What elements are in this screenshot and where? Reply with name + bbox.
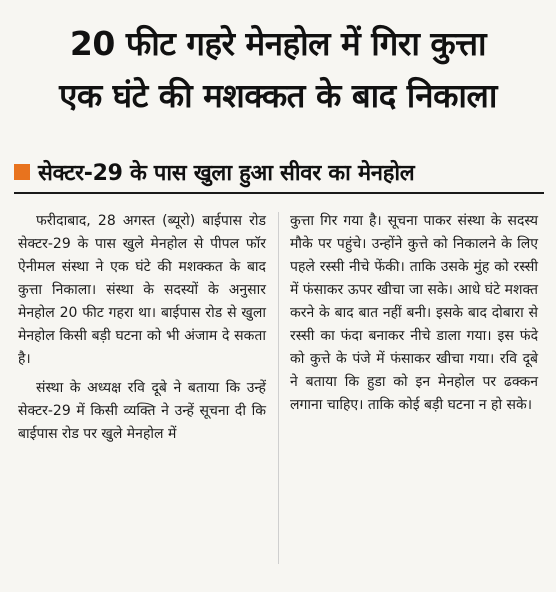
square-bullet-icon <box>14 164 30 180</box>
article-paragraph: कुत्ता गिर गया है। सूचना पाकर संस्था के सदस्य मौके पर पहुंचे। उन्होंने कुत्ते को निकालने के लिए पहले रस्सी नीचे फेंकी। ताकि उसके मुंह को रस्सी में फंसाकर ऊपर खीचा जा सके। आधे घंटे मशक्त करने के बाद बात नहीं बनी। इसके बाद दोबारा से रस्सी का फंदा बनाकर नीचे डाला गया। इस फंदे को कुत्ते के पंजे में फंसाकर खीचा गया। रवि दूबे ने बताया कि हुडा को इन मेनहोल पर ढक्कन लगाना चाहिए। ताकि कोई बड़ी घटना न हो सके। <box>290 213 538 413</box>
article-column-left <box>18 210 266 452</box>
headline-line-1: 20 फीट गहरे मेनहोल में गिरा कुत्ता <box>69 24 487 63</box>
subheadline <box>14 152 544 194</box>
subheadline-text: सेक्टर-29 के पास खुला हुआ सीवर का मेनहोल <box>38 161 415 186</box>
column-divider <box>278 212 279 564</box>
article-column-right <box>290 210 538 423</box>
article-paragraph: फरीदाबाद, 28 अगस्त (ब्यूरो) बाईपास रोड सेक्टर-29 के पास खुले मेनहोल से पीपल फॉर ऐनीमल संस्था ने एक घंटे की मशक्कत के बाद कुत्ता निकाला। संस्था के सदस्यों के अनुसार मेनहोल 20 फीट गहरा था। बाईपास रोड से खुला मेनहोल किसी बड़ी घटना को भी अंजाम दे सकता है। <box>18 213 266 367</box>
headline-line-2: एक घंटे की मशक्कत के बाद निकाला <box>59 76 497 115</box>
headline <box>0 18 556 122</box>
article-paragraph: संस्था के अध्यक्ष रवि दूबे ने बताया कि उन्हें सेक्टर-29 में किसी व्यक्ति ने उन्हें सूचना दी कि बाईपास रोड पर खुले मेनहोल में <box>18 380 266 442</box>
